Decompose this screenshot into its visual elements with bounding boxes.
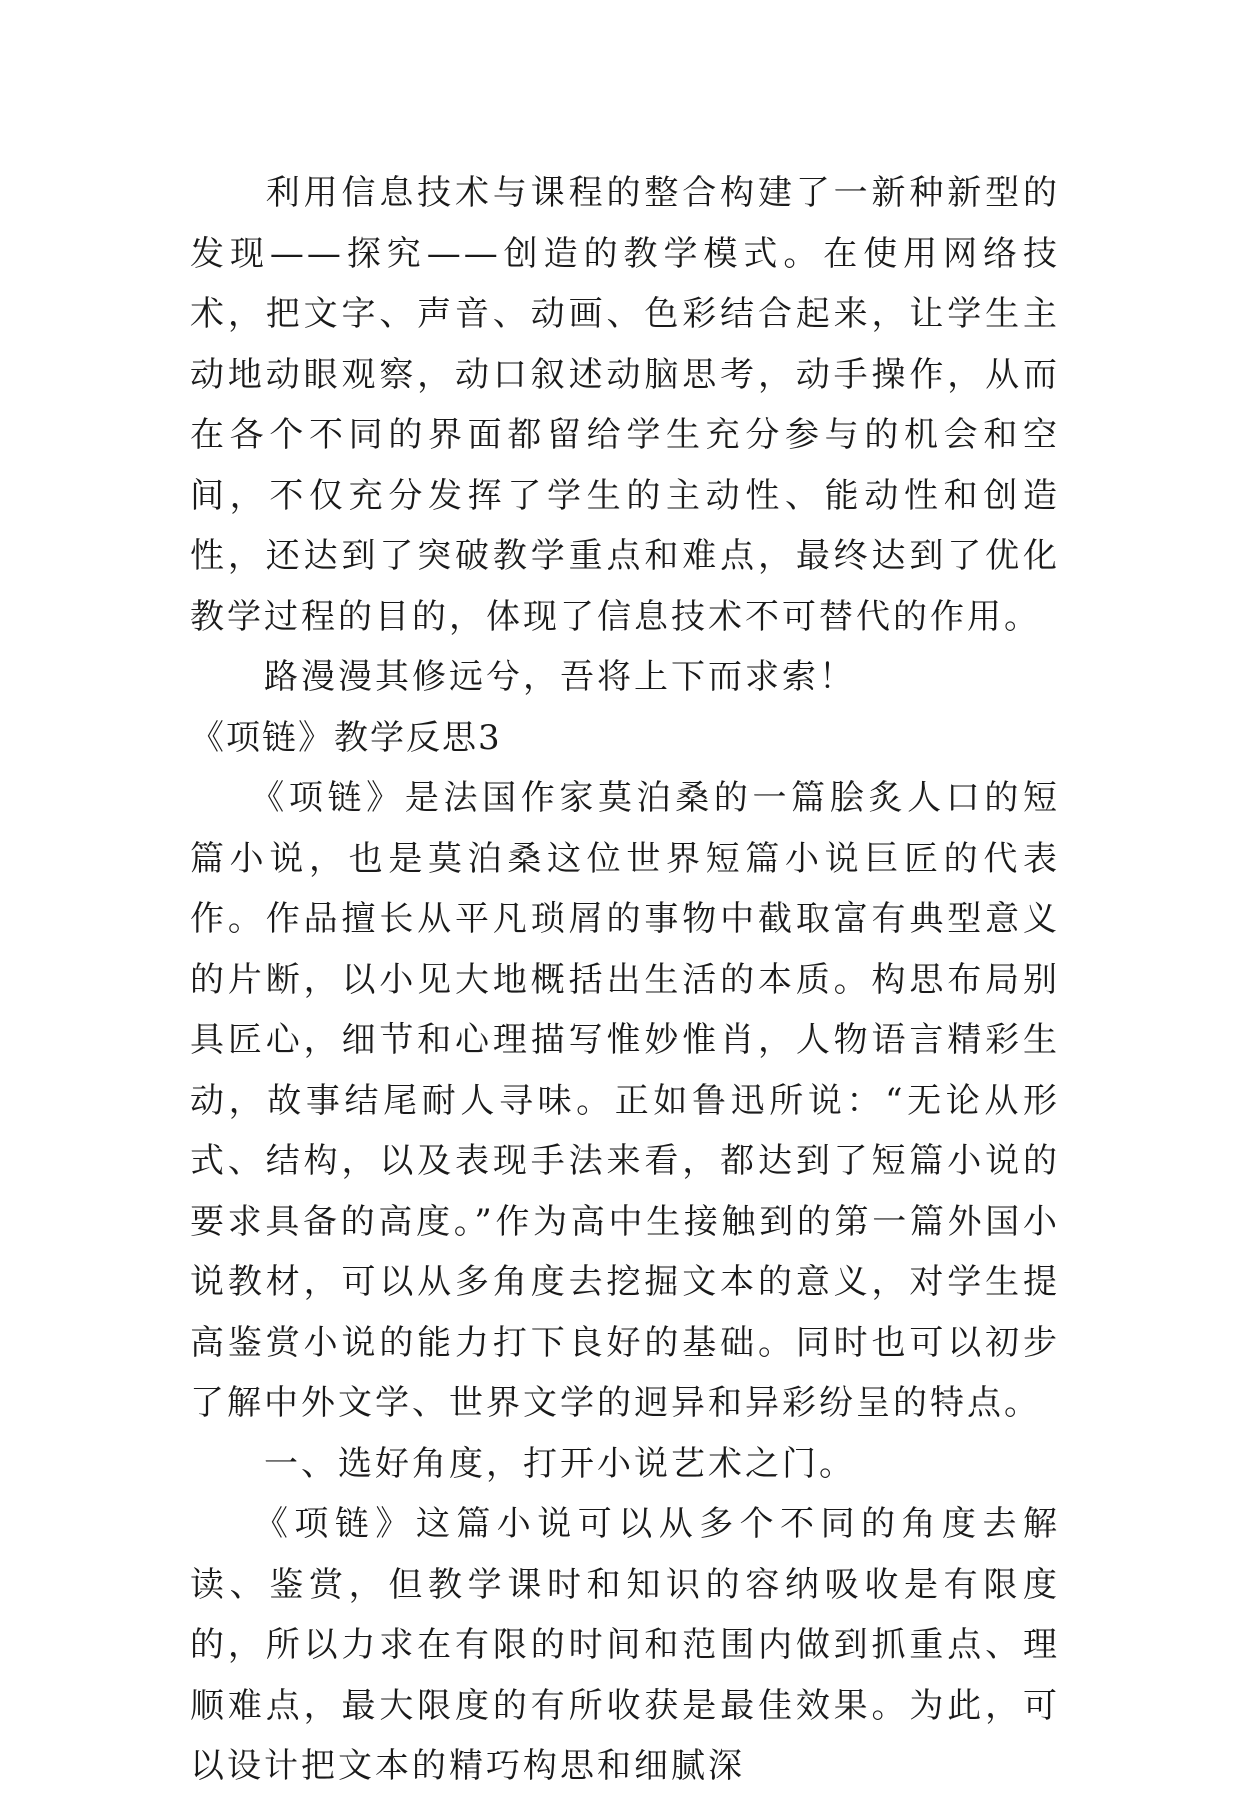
paragraph-necklace-angles: 《项链》这篇小说可以从多个不同的角度去解读、鉴赏，但教学课时和知识的容纳吸收是有限度的，所以力求在有限的时间和范围内做到抓重点、理顺难点，最大限度的有所收获是最佳效果。为此，可以设计把文本的精巧构思和细腻深	[190, 1504, 1060, 1786]
paragraph-subheading-one: 一、选好角度，打开小说艺术之门。	[190, 1443, 856, 1484]
paragraph-quote-lu-man-man: 路漫漫其修远兮，吾将上下而求索！	[190, 657, 856, 697]
document-body	[190, 163, 1060, 1797]
paragraph-info-tech-summary: 利用信息技术与课程的整合构建了一新种新型的发现——探究——创造的教学模式。在使用网络技术，把文字、声音、动画、色彩结合起来，让学生主动地动眼观察，动口叙述动脑思考，动手操作，从而在各个不同的界面都留给学生充分参与的机会和空间，不仅充分发挥了学生的主动性、能动性和创造性，还达到了突破教学重点和难点，最终达到了优化教学过程的目的，体现了信息技术不可替代的作用。	[190, 173, 1060, 637]
section-heading: 《项链》教学反思3	[190, 717, 502, 758]
paragraph-necklace-intro: 《项链》是法国作家莫泊桑的一篇脍炙人口的短篇小说，也是莫泊桑这位世界短篇小说巨匠的代表作。作品擅长从平凡琐屑的事物中截取富有典型意义的片断，以小见大地概括出生活的本质。构思布局别具匠心，细节和心理描写惟妙惟肖，人物语言精彩生动，故事结尾耐人寻味。正如鲁迅所说：“无论从形式、结构，以及表现手法来看，都达到了短篇小说的要求具备的高度。”作为高中生接触到的第一篇外国小说教材，可以从多角度去挖掘文本的意义，对学生提高鉴赏小说的能力打下良好的基础。同时也可以初步了解中外文学、世界文学的迥异和异彩纷呈的特点。	[190, 778, 1060, 1423]
